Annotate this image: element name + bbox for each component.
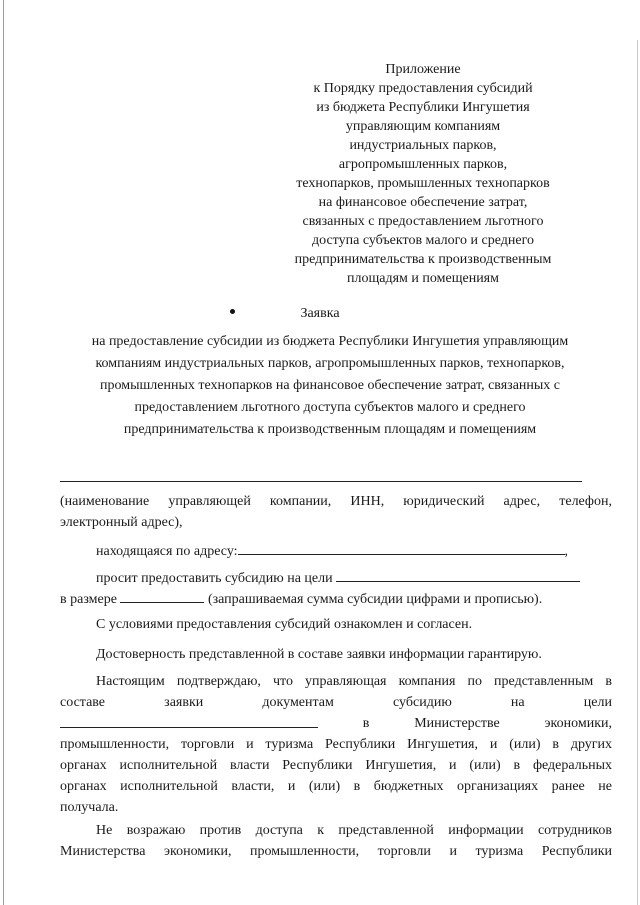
confirm-word: в — [362, 716, 370, 731]
subtitle-line: на предоставление субсидии из бюджета Республики Ингушетия управляющим — [91, 334, 569, 349]
subtitle-line: промышленных технопарков на финансовое обеспечение затрат, связанных с — [99, 378, 561, 393]
subtitle-line: предоставлением льготного доступа субъектов малого и среднего — [134, 400, 526, 415]
confirm-line: Настоящим подтверждаю, что управляющая компания по представленным в — [96, 674, 612, 689]
amount-label: в размере — [60, 592, 117, 607]
address-comma: , — [564, 544, 569, 559]
subsidy-purpose-blank-field[interactable] — [60, 713, 318, 728]
amount-blank-field[interactable] — [120, 588, 204, 603]
amount-hint: (запрашиваемая сумма субсидии цифрами и прописью). — [207, 592, 543, 607]
appendix-line: предпринимательства к производственным — [294, 252, 552, 267]
appendix-line: индустриальных парков, — [349, 138, 497, 153]
confirm-line: органах исполнительной власти, и (или) в бюджетных организациях ранее не — [60, 779, 612, 794]
address-row — [60, 540, 612, 562]
address-blank-field[interactable] — [238, 540, 565, 555]
page-edge-right — [637, 40, 638, 905]
confirm-word: заявки — [164, 695, 204, 710]
confirm-word: субсидию — [393, 695, 452, 710]
confirm-line: промышленности, торговли и туризма Республики Ингушетия, и (или) в других — [60, 737, 612, 752]
company-name-blank-line[interactable] — [60, 481, 582, 482]
confirm-line: получала. — [60, 800, 119, 815]
name-hint — [60, 491, 612, 533]
subtitle-line: компаниям индустриальных парков, агропромышленных парков, технопарков, — [95, 356, 565, 371]
confirmation-paragraph — [60, 671, 612, 818]
name-hint-line: (наименование управляющей компании, ИНН, юридический адрес, телефон, — [60, 494, 612, 509]
appendix-line: из бюджета Республики Ингушетия — [316, 100, 530, 115]
confirm-line — [60, 713, 612, 734]
purpose-blank-field[interactable] — [336, 567, 580, 582]
page-edge-left — [3, 0, 4, 905]
application-subtitle — [50, 331, 610, 441]
purpose-label: просит предоставить субсидию на цели — [96, 571, 333, 586]
confirm-word: экономики, — [544, 716, 612, 731]
conditions-text: С условиями предоставления субсидий ознакомлен и согласен. — [96, 617, 473, 632]
appendix-line: агропромышленных парков, — [338, 157, 508, 172]
reliability-text: Достоверность представленной в составе заявки информации гарантирую. — [96, 647, 542, 662]
purpose-row — [60, 567, 612, 589]
confirm-word: составе — [60, 695, 106, 710]
confirm-word: Министерстве — [414, 716, 500, 731]
appendix-line: управляющим компаниям — [345, 119, 501, 134]
confirm-line: органах исполнительной власти Республики Ингушетия, и (или) в федеральных — [60, 758, 612, 773]
confirm-word: на — [510, 695, 525, 710]
subtitle-line: предпринимательства к производственным площадям и помещениям — [123, 422, 537, 437]
appendix-line: Приложение — [385, 62, 461, 77]
appendix-line: доступа субъектов малого и среднего — [312, 233, 534, 248]
appendix-line: площадям и помещениям — [347, 271, 499, 286]
application-title: Заявка — [300, 306, 340, 321]
consent-line: Министерства экономики, промышленности, торговли и туризма Республики — [60, 844, 612, 859]
confirm-word: документам — [262, 695, 334, 710]
appendix-line: на финансовое обеспечение затрат, — [318, 195, 528, 210]
name-hint-line: электронный адрес), — [60, 515, 183, 530]
appendix-line: к Порядку предоставления субсидий — [313, 81, 533, 96]
confirm-word: цели — [583, 695, 612, 710]
appendix-header — [268, 60, 578, 288]
amount-row — [60, 588, 612, 610]
appendix-line: связанных с предоставлением льготного — [302, 214, 544, 229]
address-label: находящаяся по адресу: — [96, 544, 238, 559]
consent-paragraph — [60, 820, 612, 862]
appendix-line: технопарков, промышленных технопарков — [296, 176, 550, 191]
confirm-line — [60, 692, 612, 713]
consent-line: Не возражаю против доступа к представленной информации сотрудников — [96, 823, 612, 838]
